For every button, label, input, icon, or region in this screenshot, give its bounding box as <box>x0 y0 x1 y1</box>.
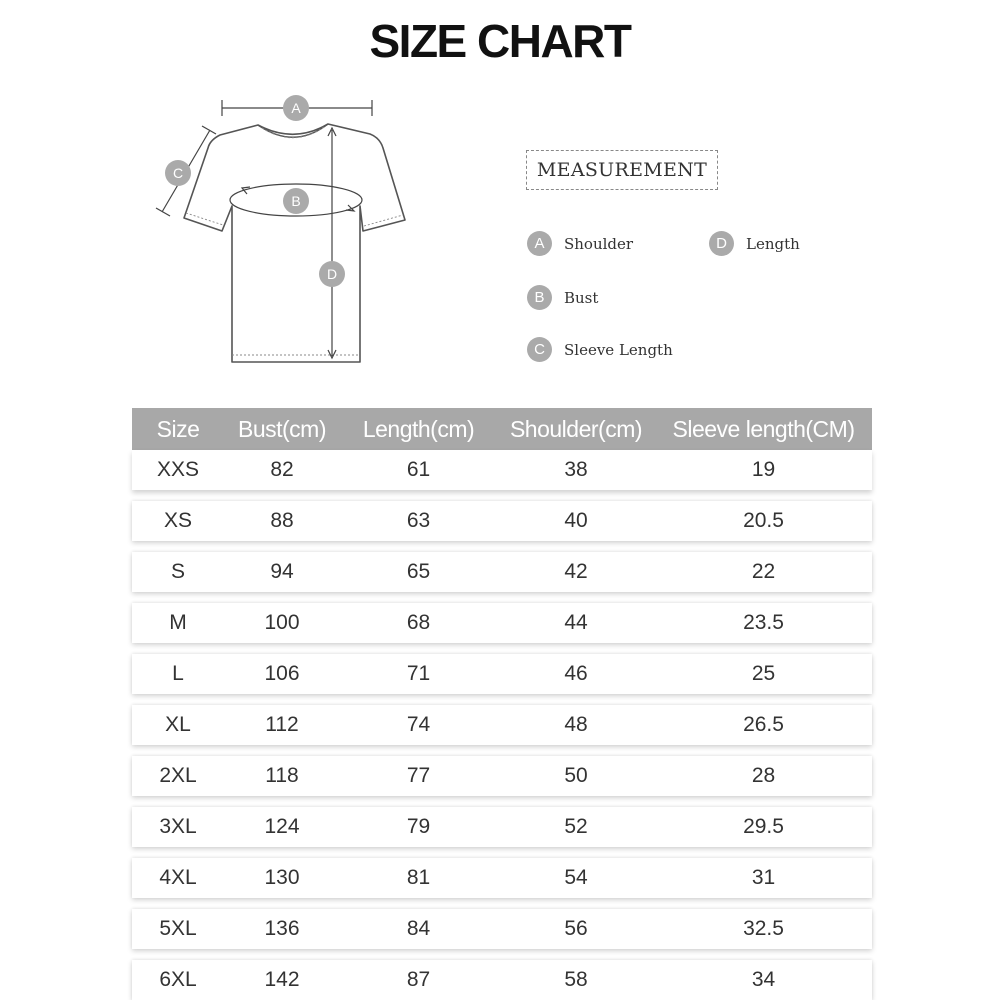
cell-length: 61 <box>406 458 431 481</box>
cell-size: L <box>172 662 184 685</box>
cell-size: 6XL <box>159 968 197 991</box>
legend-label: Sleeve Length <box>564 340 673 359</box>
cell-size: 3XL <box>159 815 197 838</box>
legend-item-length <box>709 231 800 256</box>
cell-bust: 106 <box>264 662 300 685</box>
cell-size: XL <box>165 713 191 736</box>
cell-bust: 94 <box>270 560 294 583</box>
svg-text:A: A <box>291 100 301 116</box>
cell-shoulder: 54 <box>564 866 588 889</box>
cell-length: 65 <box>406 560 431 583</box>
header-length: Length(cm) <box>362 415 475 442</box>
cell-shoulder: 40 <box>564 509 588 532</box>
header-shoulder: Shoulder(cm) <box>509 415 643 442</box>
cell-bust: 112 <box>265 713 299 736</box>
cell-sleeve-length: 22 <box>751 560 776 583</box>
cell-size: 2XL <box>159 764 197 787</box>
cell-length: 74 <box>406 713 431 736</box>
cell-bust: 118 <box>265 764 299 787</box>
tshirt-diagram <box>150 88 430 378</box>
table-row <box>132 603 872 643</box>
cell-bust: 100 <box>264 611 300 634</box>
size-table <box>132 408 872 1000</box>
cell-shoulder: 58 <box>564 968 588 991</box>
cell-shoulder: 50 <box>564 764 588 787</box>
cell-length: 77 <box>406 764 431 787</box>
legend-label: Length <box>746 234 800 253</box>
cell-shoulder: 38 <box>564 458 588 481</box>
cell-length: 68 <box>406 611 431 634</box>
badge-b-icon: B <box>527 285 552 310</box>
page-title: SIZE CHART <box>369 15 631 67</box>
table-row <box>132 705 872 745</box>
cell-sleeve-length: 29.5 <box>743 815 784 838</box>
table-row <box>132 450 872 490</box>
cell-sleeve-length: 25 <box>751 662 776 685</box>
cell-size: 5XL <box>159 917 197 940</box>
header-sleeve-length: Sleeve length(CM) <box>672 415 855 442</box>
cell-shoulder: 56 <box>564 917 588 940</box>
svg-text:C: C <box>172 165 184 181</box>
legend-item-sleeve-length <box>527 337 673 362</box>
table-row <box>132 960 872 1000</box>
cell-size: XS <box>163 509 192 532</box>
table-row <box>132 654 872 694</box>
cell-sleeve-length: 34 <box>751 968 776 991</box>
svg-text:B: B <box>291 193 301 209</box>
cell-size: XXS <box>156 458 200 481</box>
table-row <box>132 858 872 898</box>
cell-length: 79 <box>406 815 431 838</box>
cell-shoulder: 52 <box>564 815 588 838</box>
cell-sleeve-length: 19 <box>751 458 776 481</box>
cell-shoulder: 48 <box>564 713 588 736</box>
legend-item-bust <box>527 285 598 310</box>
cell-bust: 82 <box>270 458 294 481</box>
badge-d-icon: D <box>709 231 734 256</box>
cell-bust: 130 <box>264 866 300 889</box>
cell-size: S <box>170 560 185 583</box>
cell-bust: 88 <box>270 509 294 532</box>
cell-length: 81 <box>406 866 431 889</box>
cell-sleeve-length: 31 <box>751 866 776 889</box>
tshirt-outline <box>184 124 405 362</box>
cell-sleeve-length: 26.5 <box>743 713 784 736</box>
table-header <box>132 408 872 450</box>
cell-shoulder: 46 <box>564 662 588 685</box>
cell-length: 63 <box>406 509 431 532</box>
cell-bust: 142 <box>264 968 300 991</box>
cell-shoulder: 44 <box>564 611 588 634</box>
cell-shoulder: 42 <box>564 560 588 583</box>
legend-item-shoulder <box>527 231 633 256</box>
cell-bust: 124 <box>264 815 300 838</box>
cell-sleeve-length: 32.5 <box>743 917 784 940</box>
cell-length: 87 <box>406 968 431 991</box>
table-row <box>132 501 872 541</box>
cell-bust: 136 <box>264 917 300 940</box>
table-row <box>132 909 872 949</box>
cell-sleeve-length: 23.5 <box>743 611 784 634</box>
cell-size: 4XL <box>159 866 197 889</box>
header-bust: Bust(cm) <box>238 415 326 442</box>
table-row <box>132 756 872 796</box>
cell-sleeve-length: 28 <box>751 764 776 787</box>
cell-length: 84 <box>406 917 431 940</box>
table-row <box>132 552 872 592</box>
legend-label: Shoulder <box>564 234 634 253</box>
table-row <box>132 807 872 847</box>
legend-label: Bust <box>564 288 599 307</box>
header-size: Size <box>156 415 200 442</box>
svg-text:D: D <box>326 266 338 282</box>
cell-size: M <box>169 611 187 634</box>
tshirt-illustration <box>150 88 430 378</box>
cell-length: 71 <box>406 662 431 685</box>
cell-sleeve-length: 20.5 <box>743 509 784 532</box>
badge-a-icon: A <box>527 231 552 256</box>
badge-c-icon: C <box>527 337 552 362</box>
measurement-heading: MEASUREMENT <box>526 150 718 190</box>
